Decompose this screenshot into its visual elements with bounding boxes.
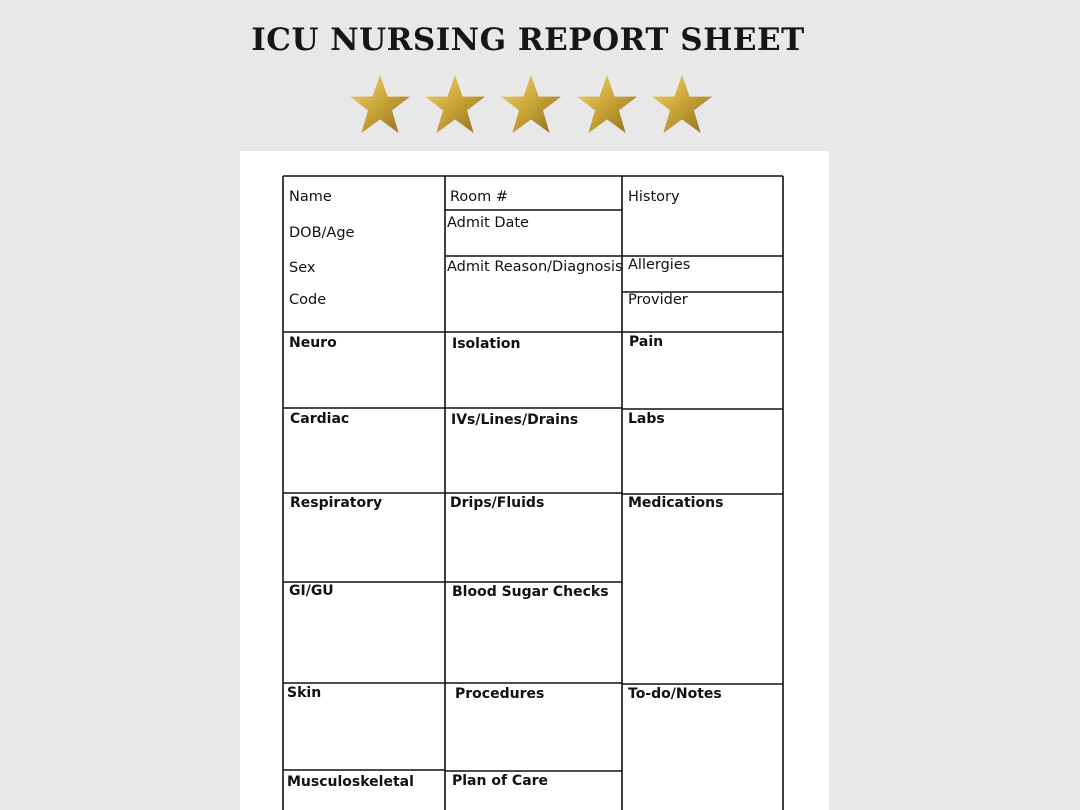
section-respiratory: Respiratory — [290, 495, 383, 511]
form-grid-lines — [240, 151, 829, 810]
star-icon — [348, 73, 412, 137]
room-label: Room # — [450, 189, 509, 205]
star-icon — [650, 73, 714, 137]
star-icon — [575, 73, 639, 137]
provider-label: Provider — [628, 292, 688, 308]
page-title: ICU NURSING REPORT SHEET — [251, 22, 805, 58]
section-procedures: Procedures — [455, 686, 545, 702]
allergies-label: Allergies — [628, 257, 691, 273]
code-label: Code — [289, 292, 327, 308]
section-isolation: Isolation — [452, 336, 521, 352]
admit-reason-label: Admit Reason/Diagnosis — [447, 259, 623, 275]
section-todo-notes: To-do/Notes — [628, 686, 722, 702]
section-pain: Pain — [629, 334, 664, 350]
section-plan-of-care: Plan of Care — [452, 773, 549, 789]
section-neuro: Neuro — [289, 335, 337, 351]
section-drips-fluids: Drips/Fluids — [450, 495, 545, 511]
star-icon — [499, 73, 563, 137]
star-rating — [348, 73, 716, 139]
report-sheet — [240, 151, 829, 810]
section-ivs-lines-drains: IVs/Lines/Drains — [451, 412, 579, 428]
section-skin: Skin — [287, 685, 322, 701]
history-label: History — [628, 189, 680, 205]
section-gi-gu: GI/GU — [289, 583, 334, 599]
section-labs: Labs — [628, 411, 665, 427]
sex-label: Sex — [289, 260, 316, 276]
section-blood-sugar-checks: Blood Sugar Checks — [452, 584, 609, 600]
name-label: Name — [289, 189, 332, 205]
admit-date-label: Admit Date — [447, 215, 529, 231]
section-musculoskeletal: Musculoskeletal — [287, 774, 414, 790]
section-cardiac: Cardiac — [290, 411, 350, 427]
star-icon — [423, 73, 487, 137]
section-medications: Medications — [628, 495, 724, 511]
dob-age-label: DOB/Age — [289, 225, 355, 241]
